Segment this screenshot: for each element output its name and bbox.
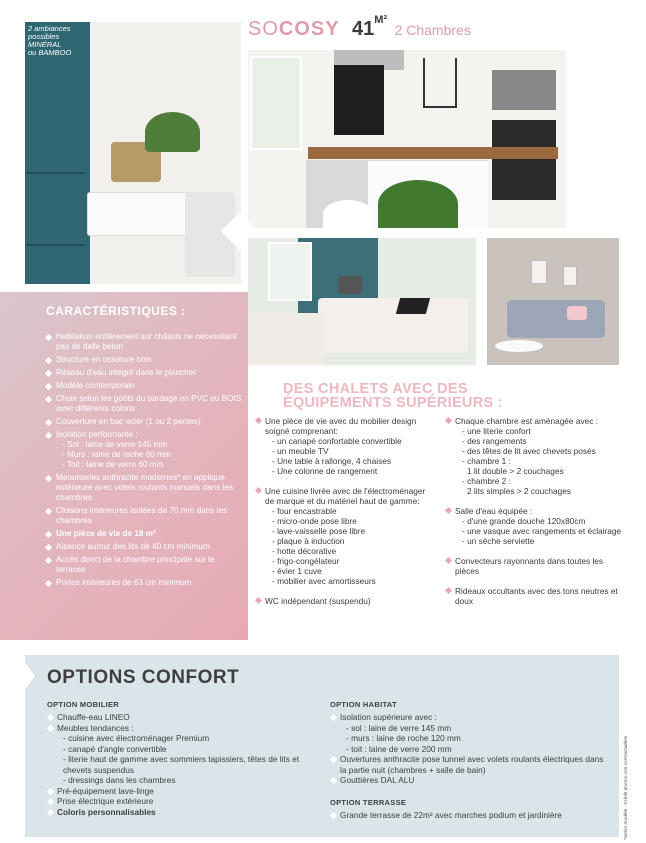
backsplash (334, 65, 384, 135)
shelf (423, 58, 457, 108)
list-item (46, 368, 242, 378)
item-text: Meubles tendances : (57, 722, 134, 733)
list-item (330, 712, 610, 754)
sub-item: - des rangements (462, 436, 527, 446)
sub-item: - mobilier avec amortisseurs (272, 576, 376, 586)
bed (318, 298, 468, 353)
washbasin (87, 192, 189, 236)
list-item (46, 381, 242, 391)
sub-item: - Toit : laine de verre 60 mm (62, 460, 164, 469)
window (250, 56, 302, 150)
sub-item: - micro-onde pose libre (272, 516, 357, 526)
area-unit: M² (374, 14, 388, 26)
item-text: Pré-équipement lave-linge (57, 785, 154, 796)
options-title: OPTIONS CONFORT (47, 667, 240, 688)
item-text: Ouvertures anthracite pose tunnel avec volets roulants électriques dans la partie nuit (chambres + salle de bain) (340, 754, 604, 775)
list-item (46, 473, 242, 503)
wall-picture (531, 260, 547, 284)
sub-item: 2 lits simples > 2 couchages (467, 486, 571, 496)
list-item (445, 586, 625, 606)
option-mobilier-list (47, 712, 307, 817)
equipment-column-left (255, 416, 433, 616)
cushion (567, 306, 587, 320)
list-item (46, 529, 242, 539)
area-value: 41 (352, 18, 375, 40)
bedroom-photo (248, 238, 476, 365)
item-text: Salle d'eau équipée : (455, 506, 533, 516)
characteristics-list (46, 332, 242, 591)
sub-item: - toit : laine de verre 200 mm (346, 743, 452, 754)
list-item (255, 416, 433, 476)
item-text: Rideaux occultants avec des tons neutres et doux (455, 586, 618, 606)
rooms-count: 2 Chambres (394, 22, 471, 38)
item-text: Grande terrasse de 22m² avec marches podium et jardinière (340, 810, 562, 820)
equipment-column-right (445, 416, 625, 616)
item-text: Isolation supérieure avec : (340, 712, 437, 722)
countertop (308, 147, 558, 159)
sub-item: - un meuble TV (272, 446, 329, 456)
list-item (47, 807, 307, 818)
coffee-table (495, 340, 543, 352)
item-text: Portes intérieures de 63 cm minimum (56, 578, 192, 587)
option-terrasse-title: OPTION TERRASSE (330, 798, 407, 807)
pillow (338, 276, 362, 294)
item-text: Chaque chambre est aménagée avec : (455, 416, 598, 426)
item-text: Menuiseries anthracite modernes* en applique extérieure avec volets roulants manuels dans les chambres (56, 473, 234, 502)
item-text: Gouttières DAL ALU (340, 775, 415, 785)
item-text: Choix selon les goûts du bardage en PVC ou BOIS avec différents coloris (56, 394, 242, 413)
list-item (46, 394, 242, 414)
item-text: Structure en ossature bois (56, 355, 152, 364)
sofa (507, 300, 605, 338)
cabinet-door (25, 102, 85, 174)
bed (248, 313, 323, 365)
sub-item: - murs : laine de roche 120 mm (346, 733, 461, 743)
sub-item: - chambre 1 : (462, 456, 511, 466)
option-mobilier-title: OPTION MOBILIER (47, 700, 119, 709)
sub-item: - plaque à induction (272, 536, 345, 546)
item-text: Modèle contemporain (56, 381, 135, 390)
list-item (330, 775, 610, 786)
sub-item: - évier 1 cuve (272, 566, 322, 576)
bathroom-photo (25, 22, 241, 284)
sub-item: - Murs : laine de roche 60 mm (62, 450, 171, 459)
list-item (330, 754, 610, 775)
characteristics-title: CARACTÉRISTIQUES : (46, 304, 186, 318)
plant (378, 180, 458, 228)
option-terrasse-list (330, 810, 615, 821)
item-text: Une cuisine livrée avec de l'électroménager de marque et du matériel haut de gamme: (265, 486, 426, 506)
laptop (396, 298, 430, 314)
list-item (330, 810, 615, 821)
brand-bold: COSY (278, 18, 340, 40)
sub-item: - sol : laine de verre 145 mm (346, 722, 452, 733)
sub-item: - d'une grande douche 120x80cm (462, 516, 586, 526)
sub-item: - dressings dans les chambres (63, 775, 176, 785)
sub-item: - un canapé confortable convertible (272, 436, 402, 446)
wall-picture (563, 266, 577, 286)
kitchen-photo (248, 50, 566, 228)
list-item (445, 506, 625, 546)
sub-item: - chambre 2 : (462, 476, 511, 486)
list-item (255, 486, 433, 586)
item-text: Couverture en bac acier (1 ou 2 pentes) (56, 417, 201, 426)
list-item (47, 786, 307, 797)
list-item (46, 430, 242, 470)
sub-item: - hotte décorative (272, 546, 337, 556)
sub-item: - des têtes de lit avec chevets posés (462, 446, 596, 456)
item-text: Une pièce de vie de 18 m² (56, 529, 156, 538)
list-item (255, 596, 433, 606)
item-text: Une pièce de vie avec du mobilier design soigné comprenant: (265, 416, 417, 436)
sub-item: - cuisine avec électroménager Premium (63, 733, 210, 743)
living-room-photo (487, 238, 619, 365)
item-text: WC indépendant (suspendu) (265, 596, 371, 606)
chalets-title: DES CHALETS AVEC DES ÉQUIPEMENTS SUPÉRIEURS : (283, 381, 503, 411)
microwave (492, 70, 556, 110)
characteristics-panel (0, 292, 248, 640)
item-text: Aisance autour des lits de 40 cm minimum (56, 542, 210, 551)
option-habitat-list (330, 712, 610, 786)
list-item (46, 355, 242, 365)
sub-item: - un sèche serviette (462, 536, 535, 546)
sub-item: - Une table à rallonge, 4 chaises (272, 456, 391, 466)
sub-item: - Sol : laine de verre 145 mm (62, 440, 168, 449)
sub-item: - canapé d'angle convertible (63, 743, 167, 754)
sub-item: - une literie confort (462, 426, 531, 436)
list-item (46, 506, 242, 526)
list-item (445, 416, 625, 496)
cabinet-door (25, 246, 85, 284)
list-item (445, 556, 625, 576)
oven (492, 120, 556, 200)
list-item (46, 332, 242, 352)
item-text: Accès direct de la chambre principale sur la terrasse (56, 555, 215, 574)
brand-light: SO (248, 18, 279, 40)
cabinet-door (25, 174, 85, 246)
item-text: Convecteurs rayonnants dans toutes les pièces (455, 556, 604, 576)
plant (145, 112, 200, 152)
window (268, 242, 312, 301)
sub-item: - frigo-congélateur (272, 556, 340, 566)
sub-item: 1 lit double > 2 couchages (467, 466, 564, 476)
options-arrow (25, 663, 35, 689)
item-text: Réseau d'eau intégré dans le plancher (56, 368, 196, 377)
item-text: Cloisons intérieures isolées de 70 mm dans les chambres (56, 506, 228, 525)
list-item (47, 796, 307, 807)
legal-note: *Selon modèle · Crédit photos non contractuelles (624, 735, 629, 840)
sub-item: - literie haut de gamme avec sommiers tapissiers, têtes de lits et chevets suspendus (63, 754, 300, 775)
sub-item: - lave-vaisselle pose libre (272, 526, 366, 536)
sub-item: - une vasque avec rangements et éclairage (462, 526, 622, 536)
item-text: Prise électrique extérieure (57, 796, 154, 806)
item-text: Coloris personnalisables (57, 806, 156, 817)
chair (323, 200, 373, 228)
item-text: Habitation entièrement sur châssis ne nécessitant pas de dalle béton (56, 332, 237, 351)
list-item (46, 578, 242, 588)
list-item (46, 542, 242, 552)
option-habitat-title: OPTION HABITAT (330, 700, 397, 709)
ambiance-note: 2 ambiances possibles MINÉRAL ou BAMBOO (28, 24, 72, 57)
list-item (47, 723, 307, 786)
list-item (46, 555, 242, 575)
list-item (47, 712, 307, 723)
item-text: Chauffe-eau LINEO (57, 712, 130, 722)
sub-item: - four encastrable (272, 506, 337, 516)
list-item (46, 417, 242, 427)
options-panel (25, 655, 619, 837)
page-title (248, 14, 471, 41)
sub-item: - Une colonne de rangement (272, 466, 378, 476)
item-text: Isolation performante : (56, 430, 138, 439)
